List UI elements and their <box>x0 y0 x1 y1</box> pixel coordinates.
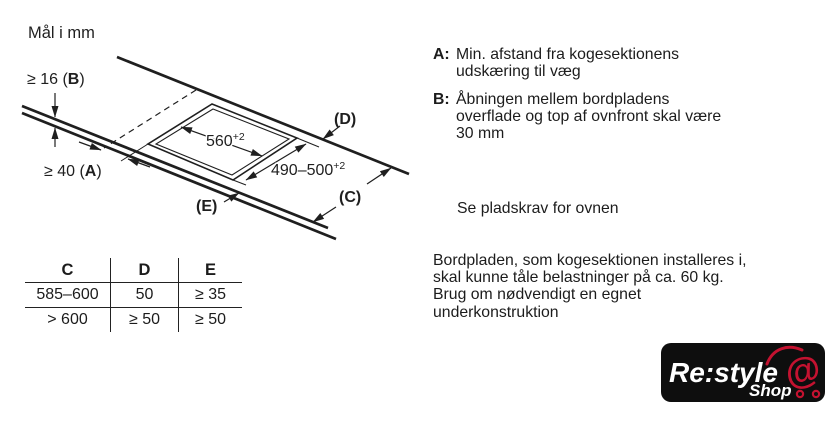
cart-at-icon: @ <box>781 346 825 395</box>
table-row <box>25 308 242 333</box>
note-a-text: Min. afstand fra kogesektionens udskæring til væg <box>456 46 680 81</box>
note-b-label: B: <box>433 91 450 108</box>
table-header-row <box>25 258 242 283</box>
table-header-e: E <box>179 258 243 283</box>
edge-label-e: (E) <box>196 198 218 215</box>
logo-sub-text: Shop <box>749 381 792 400</box>
restyle-shop-logo <box>661 343 825 402</box>
table-cell: > 600 <box>25 308 111 333</box>
wall-dashed-line <box>104 90 196 148</box>
dim-label-560: $560^{+2}$ <box>206 131 245 150</box>
worktop-back-edge-line <box>117 57 409 174</box>
edge-label-c: (C) <box>339 189 362 206</box>
note-b <box>433 91 721 143</box>
installation-diagram <box>0 0 430 250</box>
table-cell: ≥ 50 <box>111 308 179 333</box>
edge-label-d: (D) <box>334 111 357 128</box>
units-note: Mål i mm <box>28 24 95 42</box>
dim-label-b: ≥ 16 (B) <box>27 71 85 88</box>
note-b-text: Åbningen mellem bordpladens overflade og top af ovnfront skal være 30 mm <box>456 91 722 143</box>
dim-label-a: ≥ 40 (A) <box>44 163 102 180</box>
table-row <box>25 283 242 308</box>
dim-arrow-c-lower <box>313 207 336 222</box>
logo-brand-text: Re:style <box>669 357 778 388</box>
table-cell: 50 <box>111 283 179 308</box>
table-header-d: D <box>111 258 179 283</box>
note-a <box>433 46 679 80</box>
cutout-extension-right <box>297 138 319 147</box>
table-header-c: C <box>25 258 111 283</box>
dimension-table <box>25 258 242 332</box>
cart-wheel-icon <box>813 391 819 397</box>
cutout-extension-bottom <box>233 180 246 185</box>
note-oven-clearance: Se pladskrav for ovnen <box>457 200 619 217</box>
table-cell: 585–600 <box>25 283 111 308</box>
dim-arrow-c-upper <box>367 168 391 184</box>
note-load-capacity: Bordpladen, som kogesektionen installeres i, skal kunne tåle belastninger på ca. 60 kg. Brug om nødvendigt en egnet underkonstruktion <box>433 252 747 321</box>
shop-logo-graphic <box>661 343 825 402</box>
note-a-label: A: <box>433 46 450 63</box>
table-cell: ≥ 50 <box>194 311 227 328</box>
dim-label-490-500: $490-500^{+2}$ <box>271 160 346 179</box>
cart-wheel-icon <box>797 391 803 397</box>
table-cell: ≥ 35 <box>179 283 243 308</box>
